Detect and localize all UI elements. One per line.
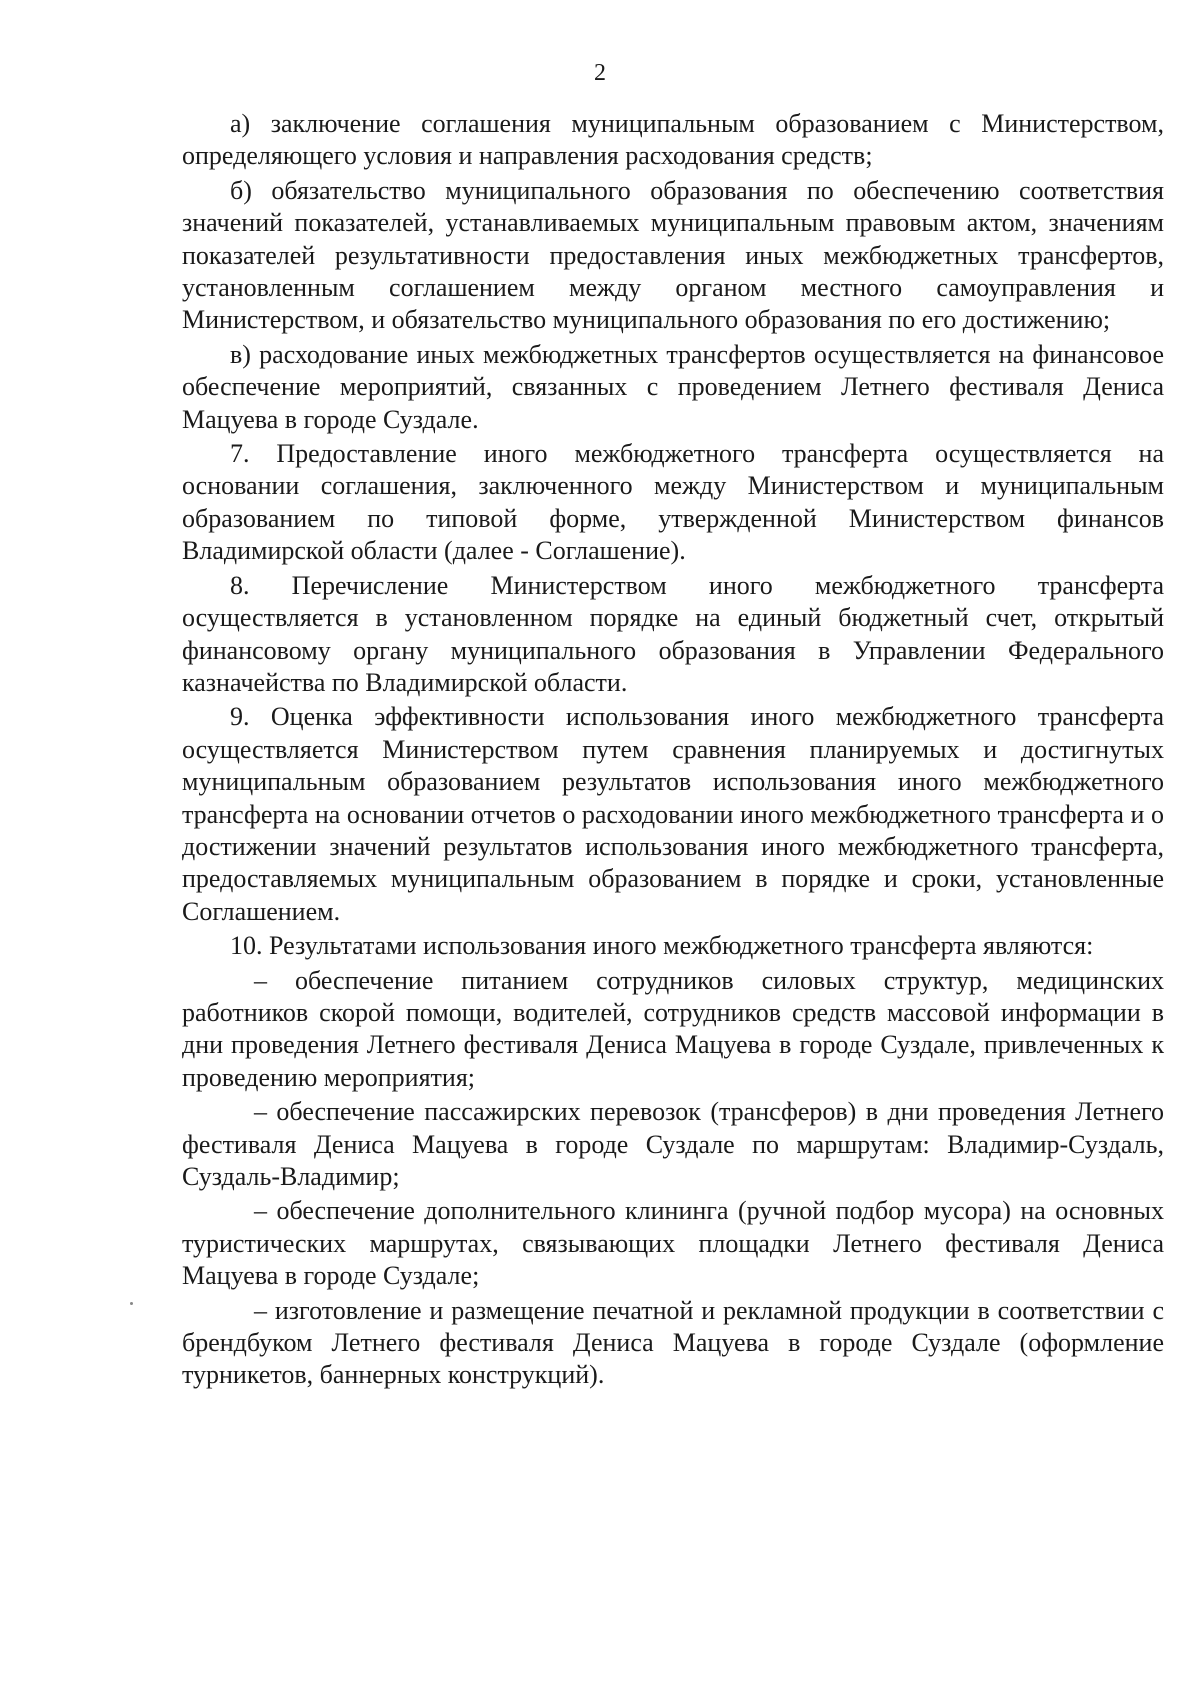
document-body bbox=[182, 108, 1164, 1394]
clause-8: 8. Перечисление Министерством иного межбюджетного трансферта осуществляется в установленном порядке на единый бюджетный счет, открытый финансовому органу муниципального образования в Управлении Федерального казначейства по Владимирской области. bbox=[182, 570, 1164, 697]
page-number: 2 bbox=[594, 60, 606, 86]
paragraph-b: б) обязательство муниципального образования по обеспечению соответствия значений показателей, устанавливаемых муниципальным правовым актом, значениям показателей результативности предоставления иных межбюджетных трансфертов, установленным соглашением между органом местного самоуправления и Министерством, и обязательство муниципального образования по его достижению; bbox=[182, 175, 1164, 335]
paragraph-a: а) заключение соглашения муниципальным образованием с Министерством, определяющего условия и направления расходования средств; bbox=[182, 109, 1164, 171]
result-item-transport: – обеспечение пассажирских перевозок (трансферов) в дни проведения Летнего фестиваля Дениса Мацуева в городе Суздале по маршрутам: Владимир-Суздаль, Суздаль-Владимир; bbox=[182, 1097, 1164, 1191]
result-item-catering: – обеспечение питанием сотрудников силовых структур, медицинских работников скорой помощи, водителей, сотрудников средств массовой информации в дни проведения Летнего фестиваля Дениса Мацуева в городе Суздале, привлеченных к проведению мероприятия; bbox=[182, 965, 1164, 1092]
paragraph-v: в) расходование иных межбюджетных трансфертов осуществляется на финансовое обеспечение мероприятий, связанных с проведением Летнего фестиваля Дениса Мацуева в городе Суздале. bbox=[182, 339, 1164, 434]
clause-10: 10. Результатами использования иного межбюджетного трансферта являются: bbox=[230, 931, 1094, 961]
result-item-cleaning: – обеспечение дополнительного клининга (ручной подбор мусора) на основных туристических маршрутах, связывающих площадки Летнего фестиваля Дениса Мацуева в городе Суздале; bbox=[182, 1196, 1164, 1291]
result-item-printing: – изготовление и размещение печатной и рекламной продукции в соответствии с брендбуком Летнего фестиваля Дениса Мацуева в городе Суздале (оформление турникетов, баннерных конструкций). bbox=[182, 1295, 1164, 1390]
clause-7: 7. Предоставление иного межбюджетного трансферта осуществляется на основании соглашения, заключенного между Министерством и муниципальным образованием по типовой форме, утвержденной Министерством финансов Владимирской области (далее - Соглашение). bbox=[182, 439, 1164, 566]
scan-speck bbox=[130, 1302, 133, 1305]
clause-9: 9. Оценка эффективности использования иного межбюджетного трансферта осуществляется Министерством путем сравнения планируемых и достигнутых муниципальным образованием результатов использования иного межбюджетного трансферта на основании отчетов о расходовании иного межбюджетного трансферта и о достижении значений результатов использования иного межбюджетного трансферта, предоставляемых муниципальным образованием в порядке и сроки, установленные Соглашением. bbox=[182, 702, 1164, 926]
